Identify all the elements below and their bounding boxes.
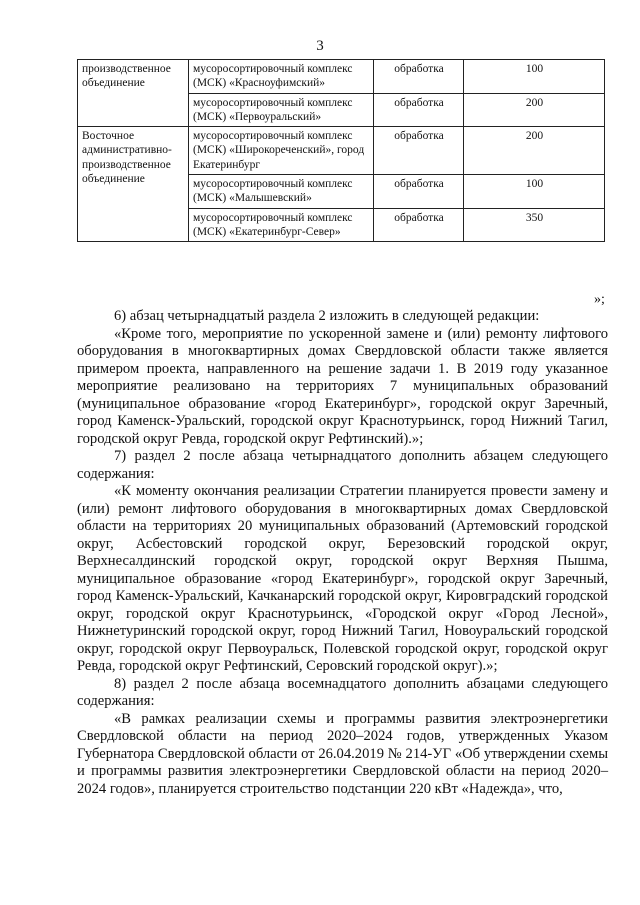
amendment-item-8: 8) раздел 2 после абзаца восемнадцатого дополнить абзацами следующего содержания: — [77, 675, 608, 709]
table-row — [78, 127, 605, 175]
table-cell-capacity: 100 — [464, 175, 605, 209]
table-cell-capacity: 200 — [464, 93, 605, 127]
table-cell-group: Восточное административно-производственное объединение — [78, 127, 189, 242]
table-cell-group: производственное объединение — [78, 60, 189, 127]
table-cell-object: мусоросортировочный комплекс (МСК) «Первоуральский» — [189, 93, 374, 127]
table-cell-capacity: 350 — [464, 208, 605, 242]
document-body — [77, 308, 608, 798]
table-cell-object: мусоросортировочный комплекс (МСК) «Екатеринбург-Север» — [189, 208, 374, 242]
table-cell-type: обработка — [374, 60, 464, 94]
quoted-paragraph: «Кроме того, мероприятие по ускоренной замене и (или) ремонту лифтового оборудования в многоквартирных домах Свердловской области также является примером проекта, направленного на решение задачи 1. В 2019 году указанное мероприятие реализовано на территориях 7 муниципальных образований (муниципальное образование «город Екатеринбург», городской округ Заречный, город Каменск-Уральский, городской округ Краснотурьинск, город Нижний Тагил, городской округ Ревда, городской округ Рефтинский).»; — [77, 325, 608, 447]
quoted-paragraph: «В рамках реализации схемы и программы развития электроэнергетики Свердловской области на период 2020–2024 годов, утвержденных Указом Губернатора Свердловской области от 26.04.2019 № 214-УГ «Об утверждении схемы и программы развития электроэнергетики Свердловской области на период 2020–2024 годов», планируется строительство подстанции 220 кВт «Надежда», что, — [77, 710, 608, 797]
table-cell-object: мусоросортировочный комплекс (МСК) «Красноуфимский» — [189, 60, 374, 94]
table-cell-type: обработка — [374, 208, 464, 242]
amendment-item-6: 6) абзац четырнадцатый раздела 2 изложить в следующей редакции: — [114, 308, 540, 324]
table-cell-type: обработка — [374, 175, 464, 209]
amendment-item-7: 7) раздел 2 после абзаца четырнадцатого дополнить абзацем следующего содержания: — [77, 448, 608, 482]
facilities-table — [77, 59, 605, 242]
table-cell-object: мусоросортировочный комплекс (МСК) «Малышевский» — [189, 175, 374, 209]
page-number: 3 — [316, 38, 324, 54]
table-closing-quote: »; — [594, 292, 605, 307]
table-cell-type: обработка — [374, 93, 464, 127]
table-cell-type: обработка — [374, 127, 464, 175]
table-row — [78, 60, 605, 94]
table-cell-capacity: 100 — [464, 60, 605, 94]
quoted-paragraph: «К моменту окончания реализации Стратегии планируется провести замену и (или) ремонт лифтового оборудования в многоквартирных домах Свердловской области на территориях 20 муниципальных образований (Артемовский городской округ, Асбестовский городской округ, Березовский городской округ, Верхнесалдинский городской округ, городской округ Верхняя Пышма, муниципальное образование «город Екатеринбург», городской округ Заречный, город Каменск-Уральский, Качканарский городской округ, Кировградский городской округ, городской округ Краснотурьинск, «Городской округ «Город Лесной», Нижнетуринский городской округ, город Нижний Тагил, Новоуральский городской округ, городской округ Первоуральск, Полевской городской округ, городской округ Ревда, городской округ Рефтинский, Серовский городской округ).»; — [77, 483, 608, 674]
table-cell-object: мусоросортировочный комплекс (МСК) «Широкореченский», город Екатеринбург — [189, 127, 374, 175]
table-cell-capacity: 200 — [464, 127, 605, 175]
